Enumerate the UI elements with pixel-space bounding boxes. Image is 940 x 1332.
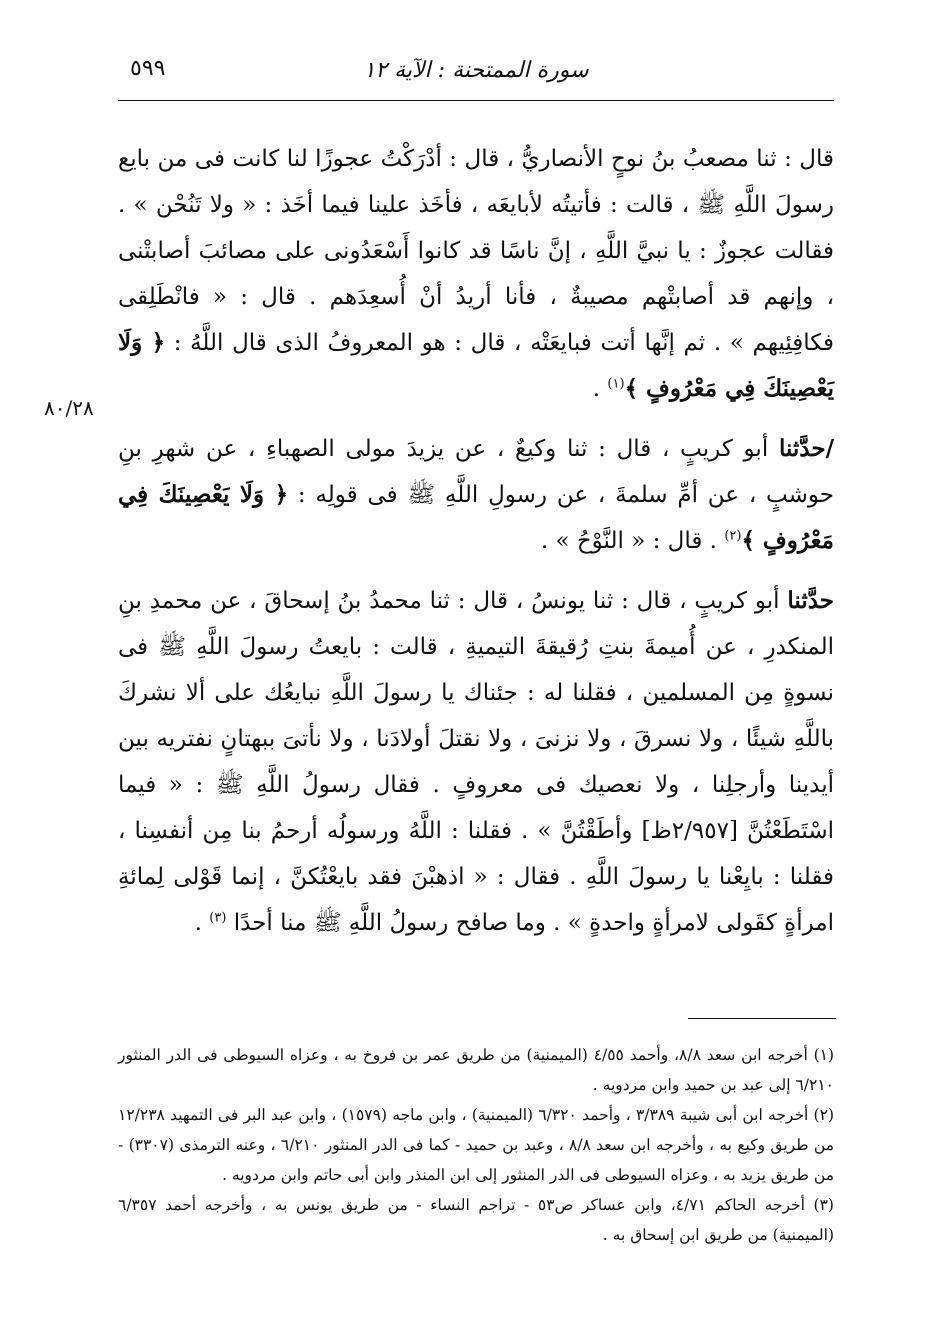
paragraph-1 <box>118 136 834 412</box>
margin-reference: ٨٠/٢٨ <box>44 396 94 420</box>
quran-quote: ﴿ وَلَا يَعْصِينَكَ فِي مَعْرُوفٍ ﴾ <box>118 329 834 402</box>
footnote-marker: (٢) <box>724 528 742 544</box>
paragraph-3 <box>118 578 834 946</box>
paragraph-tail: . قال : « النَّوْحُ » . <box>540 528 717 554</box>
paragraph-text: أبو كريبٍ ، قال : ثنا يونسُ ، قال : ثنا محمدُ بنُ إسحاقَ ، عن محمدِ بنِ المنكدرِ ، عن أُميمةَ بنتِ رُقيقةَ التيميةِ ، قالت : بايعتُ رسولَ اللَّهِ ﷺ فى نسوةٍ مِن المسلمين ، فقلنا له : جئناك يا رسولَ اللَّهِ نبايعُك على ألا نشركَ باللَّهِ شيئًا ، ولا نسرقَ ، ولا نزنىَ ، ولا نقتلَ أولادَنا ، ولا نأتىَ ببهتانٍ نفتريه بين أيدينا وأرجلِنا ، ولا نعصيك فى معروفٍ . فقال رسولُ اللَّهِ ﷺ : « فيما اسْتَطَعْتُنَّ [٢/٩٥٧ظ] وأطَقْتُنَّ » . فقلنا : اللَّهُ ورسولُه أرحمُ بنا مِن أنفسِنا ، فقلنا : بايِعْنا يا رسولَ اللَّهِ . فقال : « اذهبْنَ فقد بايعْتُكنَّ ، إنما قَوْلى لِمائةِ امرأةٍ كقَولى لامرأةٍ واحدةٍ » . وما صافح رسولُ اللَّهِ ﷺ منا أحدًا <box>118 588 834 936</box>
quran-quote: ﴿ وَلَا يَعْصِينَكَ فِي مَعْرُوفٍ ﴾ <box>118 481 834 554</box>
paragraph-opener: /حدَّثنا <box>778 435 834 462</box>
header-rule <box>118 100 834 101</box>
footnote-2: (٢) أخرجه ابن أبى شيبة ٣/٣٨٩ ، وأحمد ٦/٣٢٠ (الميمنية) ، وابن ماجه (١٥٧٩) ، وابن عبد البر فى التمهيد ١٢/٢٣٨ من طريق وكيع به ، وأخرجه ابن سعد ٨/٨ ، وعبد بن حميد - كما فى الدر المنثور ٦/٢١٠ ، وعنه الترمذى (٣٣٠٧) - من طريق يزيد به ، وعزاه السيوطى فى الدر المنثور إلى ابن المنذر وابن أبى حاتم وابن مردويه . <box>118 1106 834 1184</box>
footnotes <box>118 1040 834 1250</box>
paragraph-2 <box>118 426 834 564</box>
page-number: ٥٩٩ <box>130 56 166 81</box>
page-header <box>118 56 834 106</box>
paragraph-text: أبو كريبٍ ، قال : ثنا وكيعٌ ، عن يزيدَ مولى الصهباءِ ، عن شهرِ بنِ حوشبٍ ، عن أمِّ سلمةَ ، عن رسولِ اللَّهِ ﷺ فى قولِه : <box>118 436 834 508</box>
paragraph-tail: . <box>592 376 601 402</box>
footnote-1: (١) أخرجه ابن سعد ٨/٨، وأحمد ٤/٥٥ (الميمنية) من طريق عمر بن فروخ به ، وعزاه السيوطى فى الدر المنثور ٦/٢١٠ إلى عبد بن حميد وابن مردويه . <box>118 1046 835 1094</box>
footnote-marker: (٣) <box>209 910 227 926</box>
paragraph-opener: حدَّثنا <box>787 587 835 614</box>
main-text <box>118 136 834 960</box>
footnote-marker: (١) <box>607 376 625 392</box>
running-title: سورة الممتحنة : الآية ١٢ <box>363 58 589 83</box>
footnote-3: (٣) أخرجه الحاكم ٤/٧١، وابن عساكر ص٥٣ - تراجم النساء - من طريق يونس به ، وأخرجه أحمد ٦/٣٥٧ (الميمنية) من طريق ابن إسحاق به . <box>118 1196 834 1244</box>
footnote-rule <box>688 1018 836 1019</box>
paragraph-tail: . <box>194 910 202 936</box>
paragraph-text: قال : ثنا مصعبُ بنُ نوحٍ الأنصاريُّ ، قال : أدْرَكْتُ عجوزًا لنا كانت فى من بايع رسولَ اللَّهِ ﷺ ، قالت : فأتيتُه لأبايعَه ، فأخَذ علينا فيما أخَذ : « ولا تَنُحْن » . فقالت عجوزٌ : يا نبيَّ اللَّهِ ، إنَّ ناسًا قد كانوا أَسْعَدُونى على مصائبَ أصابتْنى ، وإنهم قد أصابتْهم مصيبةٌ ، فأنا أريدُ أنْ أُسعِدَهم . قال : « فانْطَلِقى فكافِئِيهم » . ثم إنَّها أتت فبايعَتْه ، قال : هو المعروفُ الذى قال اللَّهُ : <box>118 146 835 356</box>
